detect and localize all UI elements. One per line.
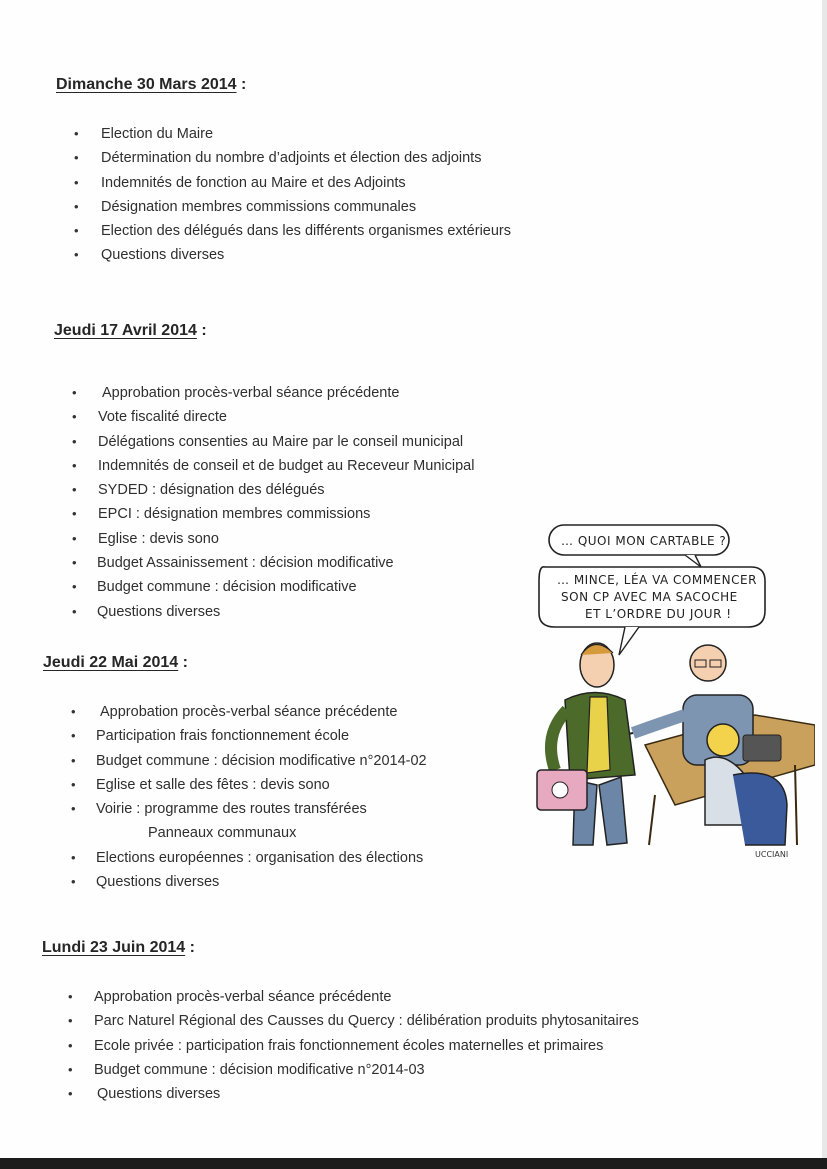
list-item [74,171,634,195]
list-item-text: Questions diverses [97,603,221,620]
bullet-icon: • [72,506,77,522]
cartoon-svg [515,515,815,865]
bullet-icon: • [72,555,77,571]
list-item [72,502,532,526]
list-item-text: SYDED : désignation des délégués [98,482,325,499]
list-item [71,724,511,748]
bullet-icon: • [68,1061,73,1077]
list-item-text: Approbation procès-verbal séance précédente [102,385,400,401]
bubble-main-line-1: … MINCE, LÉA VA COMMENCER [557,573,757,587]
list-item-text: Approbation procès-verbal séance précédente [100,704,398,720]
bullet-icon: • [74,150,79,166]
speech-bubble-top [549,525,729,567]
agenda-list-4 [68,985,768,1106]
bullet-icon: • [68,989,73,1004]
bullet-icon: • [71,801,76,817]
section-heading-3 [43,654,188,672]
scan-edge-right [822,0,827,1169]
list-item [71,773,511,797]
bullet-icon: • [71,849,76,865]
bullet-icon: • [71,874,76,890]
list-item-text: Ecole privée : participation frais fonctionnement écoles maternelles et primaires [94,1037,604,1054]
list-item-text: EPCI : désignation membres commissions [98,506,371,523]
list-item [72,527,532,551]
bullet-icon: • [74,198,79,214]
list-item-text: Election des délégués dans les différents organismes extérieurs [101,223,511,240]
list-item [74,146,634,170]
list-item [72,381,532,405]
bullet-icon: • [68,1037,73,1053]
artist-signature: UCCIANI [755,850,789,859]
bullet-icon: • [72,482,77,498]
list-item-text: Désignation membres commissions communales [101,198,417,215]
bubble-main-line-2: SON CP AVEC MA SACOCHE [561,590,738,604]
heading-suffix: : [236,76,247,93]
list-item-text: Budget commune : décision modificative [97,579,357,596]
bullet-icon: • [72,457,77,473]
list-item-text: Questions diverses [97,1086,221,1103]
list-item [72,454,532,478]
list-item-text: Délégations consenties au Maire par le conseil municipal [98,433,464,450]
bullet-icon: • [74,247,79,263]
bullet-icon: • [72,385,77,400]
list-item-text: Budget commune : décision modificative n°2014-02 [96,752,427,769]
agenda-list-3 [71,700,511,894]
list-item-text: Elections européennes : organisation des élections [96,849,424,866]
heading-suffix: : [185,939,195,956]
bullet-icon: • [72,603,77,619]
list-item-text: Questions diverses [101,247,225,264]
list-item [68,1009,768,1033]
list-item-text: Budget Assainissement : décision modificative [97,555,394,572]
list-item [74,219,634,243]
man-with-bag [537,643,635,845]
section-date-3: Jeudi 22 Mai 2014 [43,654,179,671]
bullet-icon: • [72,530,77,546]
list-item [71,700,511,724]
speech-bubble-main [539,567,765,655]
list-item-text: Indemnités de fonction au Maire et des Adjoints [101,174,406,191]
bullet-icon: • [71,776,76,792]
bullet-icon: • [71,704,76,719]
bullet-icon: • [72,579,77,595]
list-item [72,551,532,575]
agenda-list-1 [74,122,634,268]
bubble-top-text: … QUOI MON CARTABLE ? [561,534,727,548]
list-item-text: Parc Naturel Régional des Causses du Quercy : délibération produits phytosanitaires [94,1013,639,1030]
scan-edge-bottom [0,1158,827,1169]
list-item-continuation [71,821,511,845]
bullet-icon: • [68,1013,73,1029]
section-heading-1 [56,76,246,94]
list-item [72,405,532,429]
bullet-icon: • [68,1086,73,1102]
list-item [68,1058,768,1082]
list-item-text: Indemnités de conseil et de budget au Receveur Municipal [98,457,475,474]
section-date-1: Dimanche 30 Mars 2014 [56,76,237,93]
list-item-text: Voirie : programme des routes transférées [96,801,367,818]
bullet-icon: • [71,728,76,744]
bullet-icon: • [72,409,77,425]
section-date-4: Lundi 23 Juin 2014 [42,939,186,956]
list-item [74,122,634,146]
cartoon-illustration [515,515,815,865]
list-item-text: Questions diverses [96,874,220,891]
list-item [68,1082,768,1106]
heading-suffix: : [178,654,188,671]
section-heading-4 [42,939,195,957]
list-item [72,575,532,599]
list-item [68,1034,768,1058]
list-item [72,600,532,624]
list-item-text: Eglise et salle des fêtes : devis sono [96,776,330,793]
list-item-text: Budget commune : décision modificative n°2014-03 [94,1061,425,1078]
heading-suffix: : [196,322,207,339]
list-item-text: Election du Maire [101,126,214,142]
list-item-text: Eglise : devis sono [98,530,219,547]
list-item [72,478,532,502]
list-item-text: Participation frais fonctionnement école [96,728,350,745]
bullet-icon: • [74,223,79,239]
list-item-text: Panneaux communaux [148,825,297,842]
bullet-icon: • [74,174,79,190]
list-item [68,985,768,1009]
bubble-main-line-3: ET L’ORDRE DU JOUR ! [585,607,732,621]
list-item [74,195,634,219]
list-item-text: Détermination du nombre d’adjoints et élection des adjoints [101,150,482,167]
list-item-text: Vote fiscalité directe [98,409,227,426]
list-item-text: Approbation procès-verbal séance précédente [94,989,392,1005]
list-item [71,846,511,870]
list-item [71,749,511,773]
section-date-2: Jeudi 17 Avril 2014 [54,322,197,339]
list-item [71,797,511,821]
bullet-icon: • [72,433,77,449]
list-item [72,430,532,454]
list-item [71,870,511,894]
bullet-icon: • [74,126,79,141]
bullet-icon: • [71,752,76,768]
section-heading-2 [54,322,207,340]
agenda-list-2 [72,381,532,624]
list-item [74,243,634,267]
